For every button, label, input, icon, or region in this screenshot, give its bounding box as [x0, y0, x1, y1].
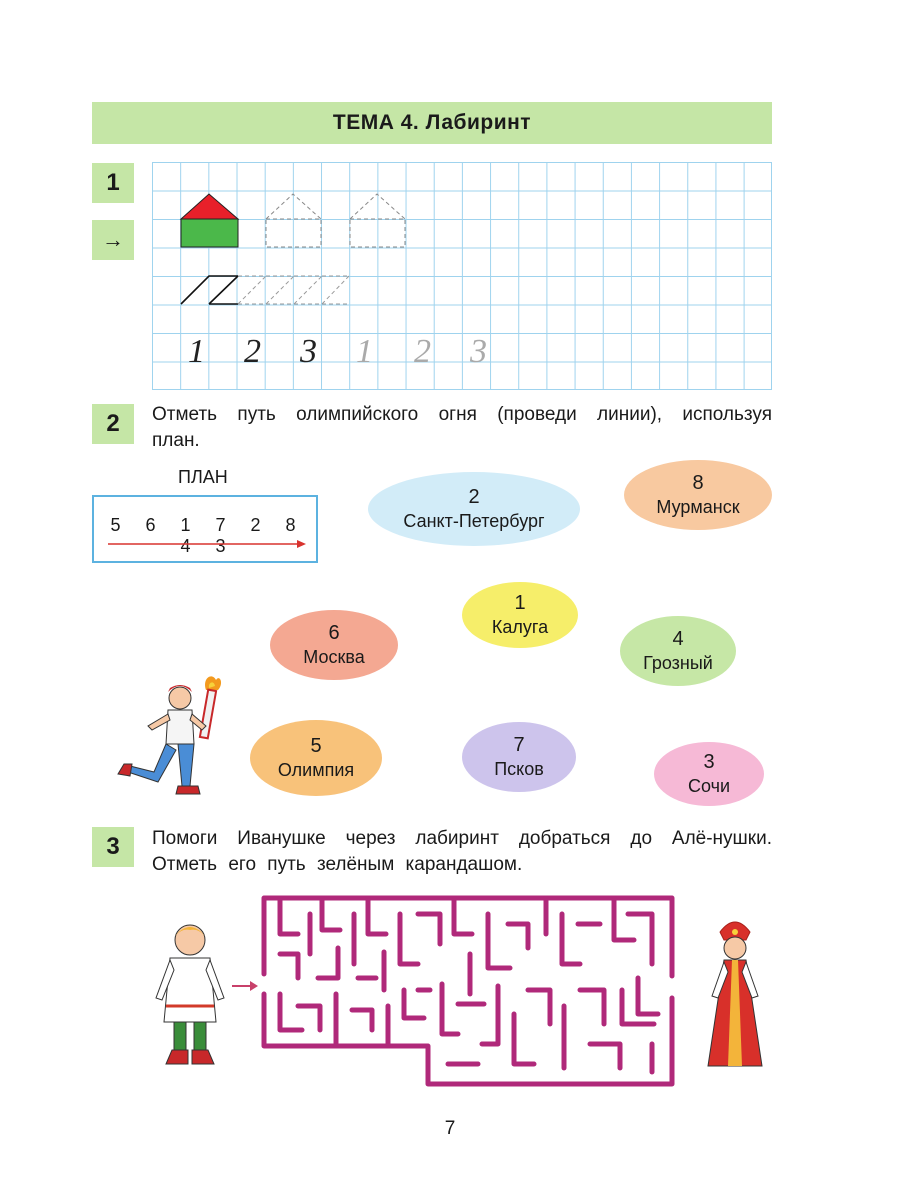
city-name: Псков: [494, 759, 544, 779]
city-number: 6: [328, 622, 340, 644]
digit-1-solid: 1: [188, 333, 205, 370]
task-number-1: 1: [92, 163, 134, 203]
city-oval-kaluga: [462, 582, 578, 648]
maze: [258, 894, 678, 1090]
grid-paper: [152, 162, 772, 390]
dashed-pattern: [238, 276, 349, 304]
page-number: 7: [444, 1118, 456, 1139]
city-name: Мурманск: [656, 497, 740, 517]
city-oval-grozny: [620, 616, 736, 686]
city-oval-moscow: [270, 610, 398, 680]
city-name: Москва: [303, 647, 365, 667]
plan-arrow-icon: [94, 497, 316, 561]
city-number: 2: [468, 486, 480, 508]
plan-sequence: 5 6 1 7 2 8 4 3: [110, 515, 306, 556]
city-name: Санкт-Петербург: [403, 511, 545, 531]
city-oval-olympia: [250, 720, 382, 796]
city-oval-murmansk: [624, 460, 772, 530]
digit-1-trace: 1: [356, 333, 373, 370]
city-number: 3: [703, 751, 715, 773]
task-number-3: 3: [92, 827, 134, 867]
house-figure: [181, 194, 238, 247]
topic-bar: [92, 102, 772, 144]
digit-2-trace: 2: [414, 333, 431, 370]
digit-3-trace: 3: [470, 333, 487, 370]
city-number: 4: [672, 628, 684, 650]
ivanushka-illustration: [150, 918, 230, 1074]
arrow-icon: →: [92, 220, 134, 260]
task-2-text: Отметь путь олимпийского огня (проведи линии), используя план.: [152, 404, 772, 451]
plan-label: ПЛАН: [178, 467, 228, 487]
city-name: Калуга: [491, 617, 549, 637]
city-number: 7: [513, 734, 525, 756]
plan-box: [92, 495, 318, 563]
city-name: Грозный: [643, 653, 713, 673]
dashed-house-2: [350, 194, 405, 247]
city-number: 5: [310, 735, 322, 757]
city-name: Сочи: [687, 776, 731, 796]
city-oval-pskov: [462, 722, 576, 792]
city-number: 1: [514, 592, 526, 614]
city-number: 8: [692, 472, 704, 494]
torch-runner-illustration: [108, 668, 238, 808]
city-name: Олимпия: [277, 760, 355, 780]
digit-3-solid: 3: [300, 333, 317, 370]
slash-pattern: [181, 276, 238, 304]
alyonushka-illustration: [702, 916, 768, 1076]
grid-drawings: [152, 162, 772, 390]
city-oval-sochi: [654, 742, 764, 806]
task-3-text: Помоги Иванушке через лабиринт добраться до Алё-нушки. Отметь его путь зелёным карандашом.: [152, 828, 772, 875]
digit-2-solid: 2: [244, 333, 261, 370]
city-oval-spb: [368, 472, 580, 546]
maze-entry-arrow-icon: [232, 980, 260, 992]
topic-title: ТЕМА 4. Лабиринт: [332, 111, 532, 134]
dashed-house-1: [266, 194, 321, 247]
task-number-2: 2: [92, 404, 134, 444]
